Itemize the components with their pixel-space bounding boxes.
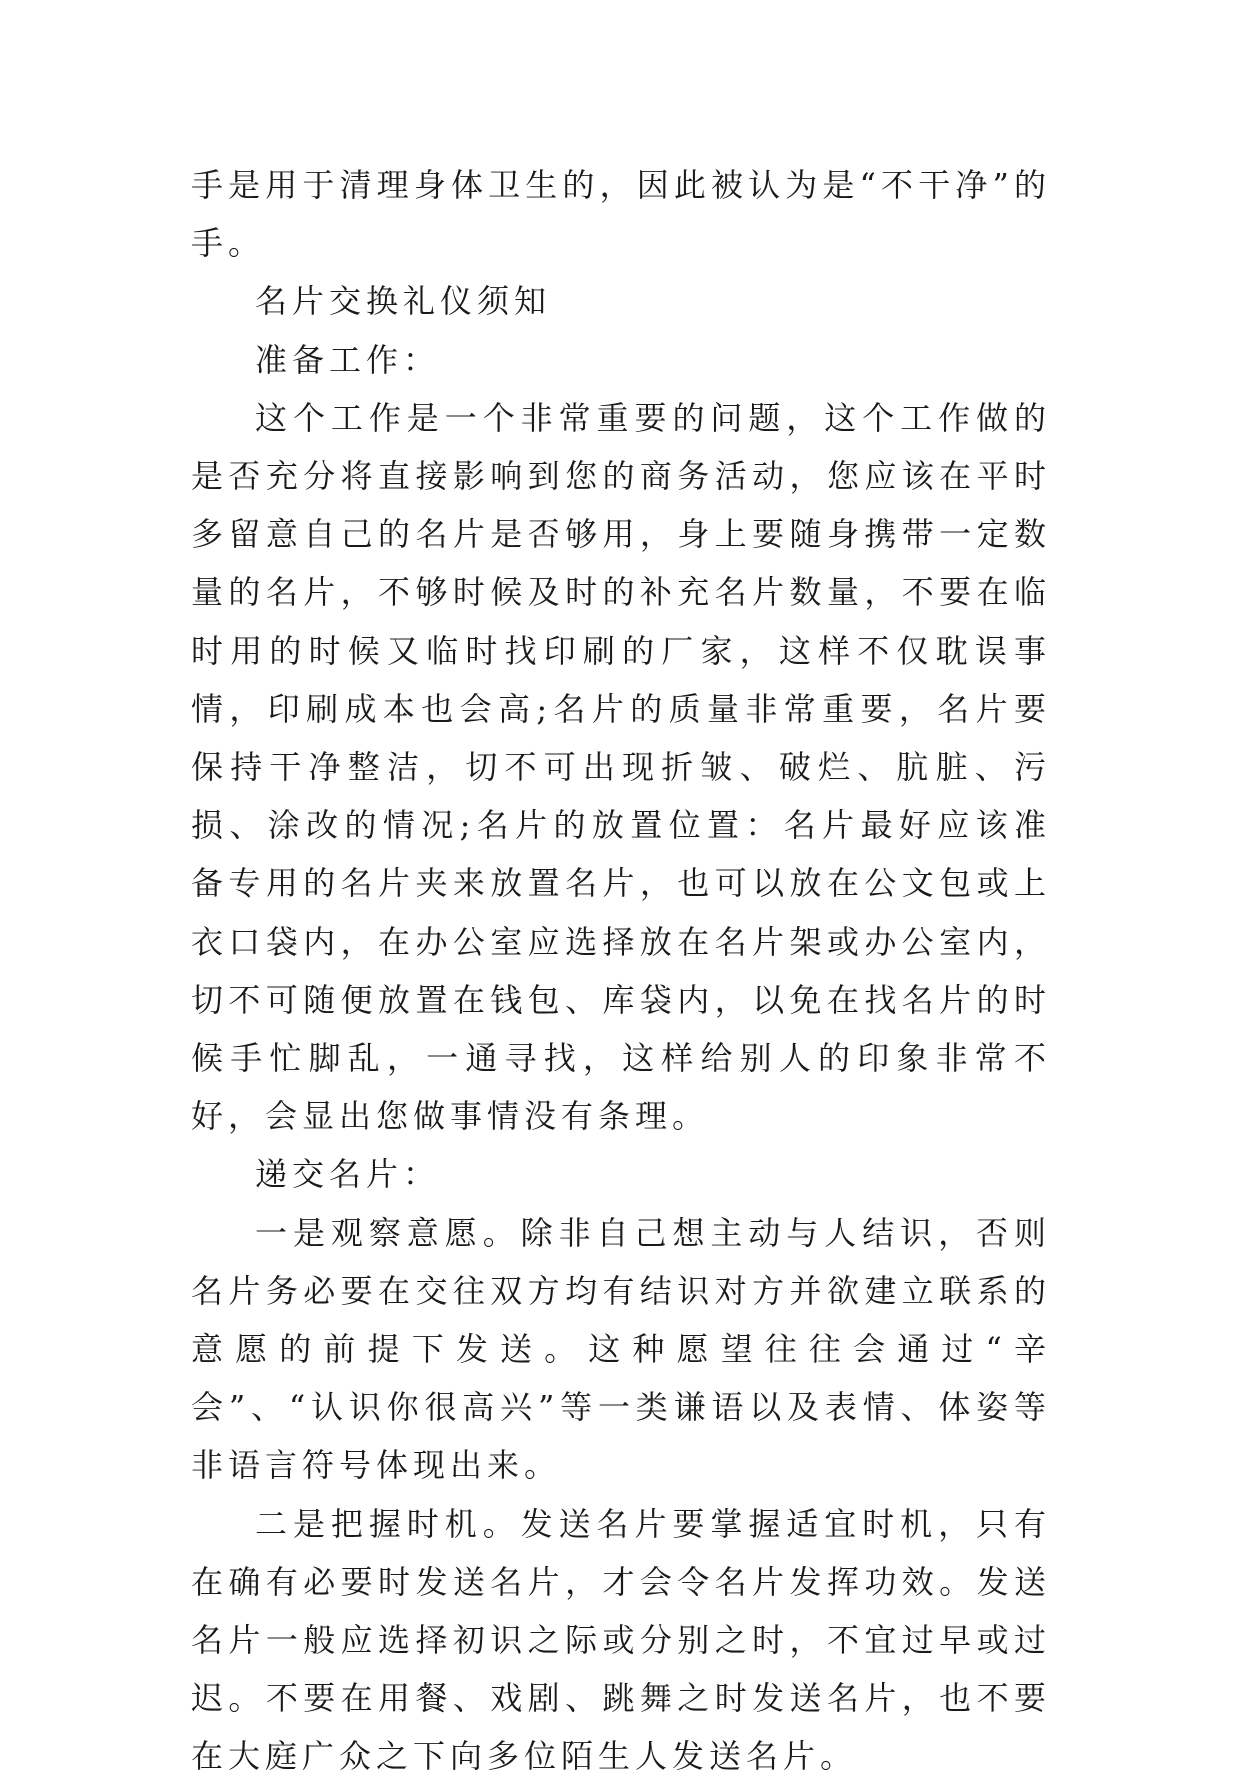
subheading-preparation: 准备工作： bbox=[255, 340, 441, 379]
document-body bbox=[191, 156, 1051, 1786]
paragraph-preparation: 这个工作是一个非常重要的问题，这个工作做的是否充分将直接影响到您的商务活动，您应该在平时多留意自己的名片是否够用，身上要随身携带一定数量的名片，不够时候及时的补充名片数量，不要在临时用的时候又临时找印刷的厂家，这样不仅耽误事情，印刷成本也会高;名片的质量非常重要，名片要保持干净整洁，切不可出现折皱、破烂、肮脏、污损、涂改的情况;名片的放置位置：名片最好应该准备专用的名片夹来放置名片，也可以放在公文包或上衣口袋内，在办公室应选择放在名片架或办公室内，切不可随便放置在钱包、库袋内，以免在找名片的时候手忙脚乱，一通寻找，这样给别人的印象非常不好，会显出您做事情没有条理。 bbox=[191, 398, 1051, 1136]
paragraph-timing: 二是把握时机。发送名片要掌握适宜时机，只有在确有必要时发送名片，才会令名片发挥功效。发送名片一般应选择初识之际或分别之时，不宜过早或过迟。不要在用餐、戏剧、跳舞之时发送名片，也不要在大庭广众之下向多位陌生人发送名片。 bbox=[191, 1504, 1051, 1776]
paragraph-observe-willingness: 一是观察意愿。除非自己想主动与人结识，否则名片务必要在交往双方均有结识对方并欲建立联系的意愿的前提下发送。这种愿望往往会通过“辛会”、“认识你很高兴”等一类谦语以及表情、体姿等非语言符号体现出来。 bbox=[191, 1213, 1051, 1485]
subheading-presenting-cards: 递交名片： bbox=[255, 1155, 441, 1194]
paragraph-continuation: 手是用于清理身体卫生的，因此被认为是“不干净”的手。 bbox=[191, 166, 1051, 263]
section-title-business-card-etiquette: 名片交换礼仪须知 bbox=[255, 282, 552, 321]
